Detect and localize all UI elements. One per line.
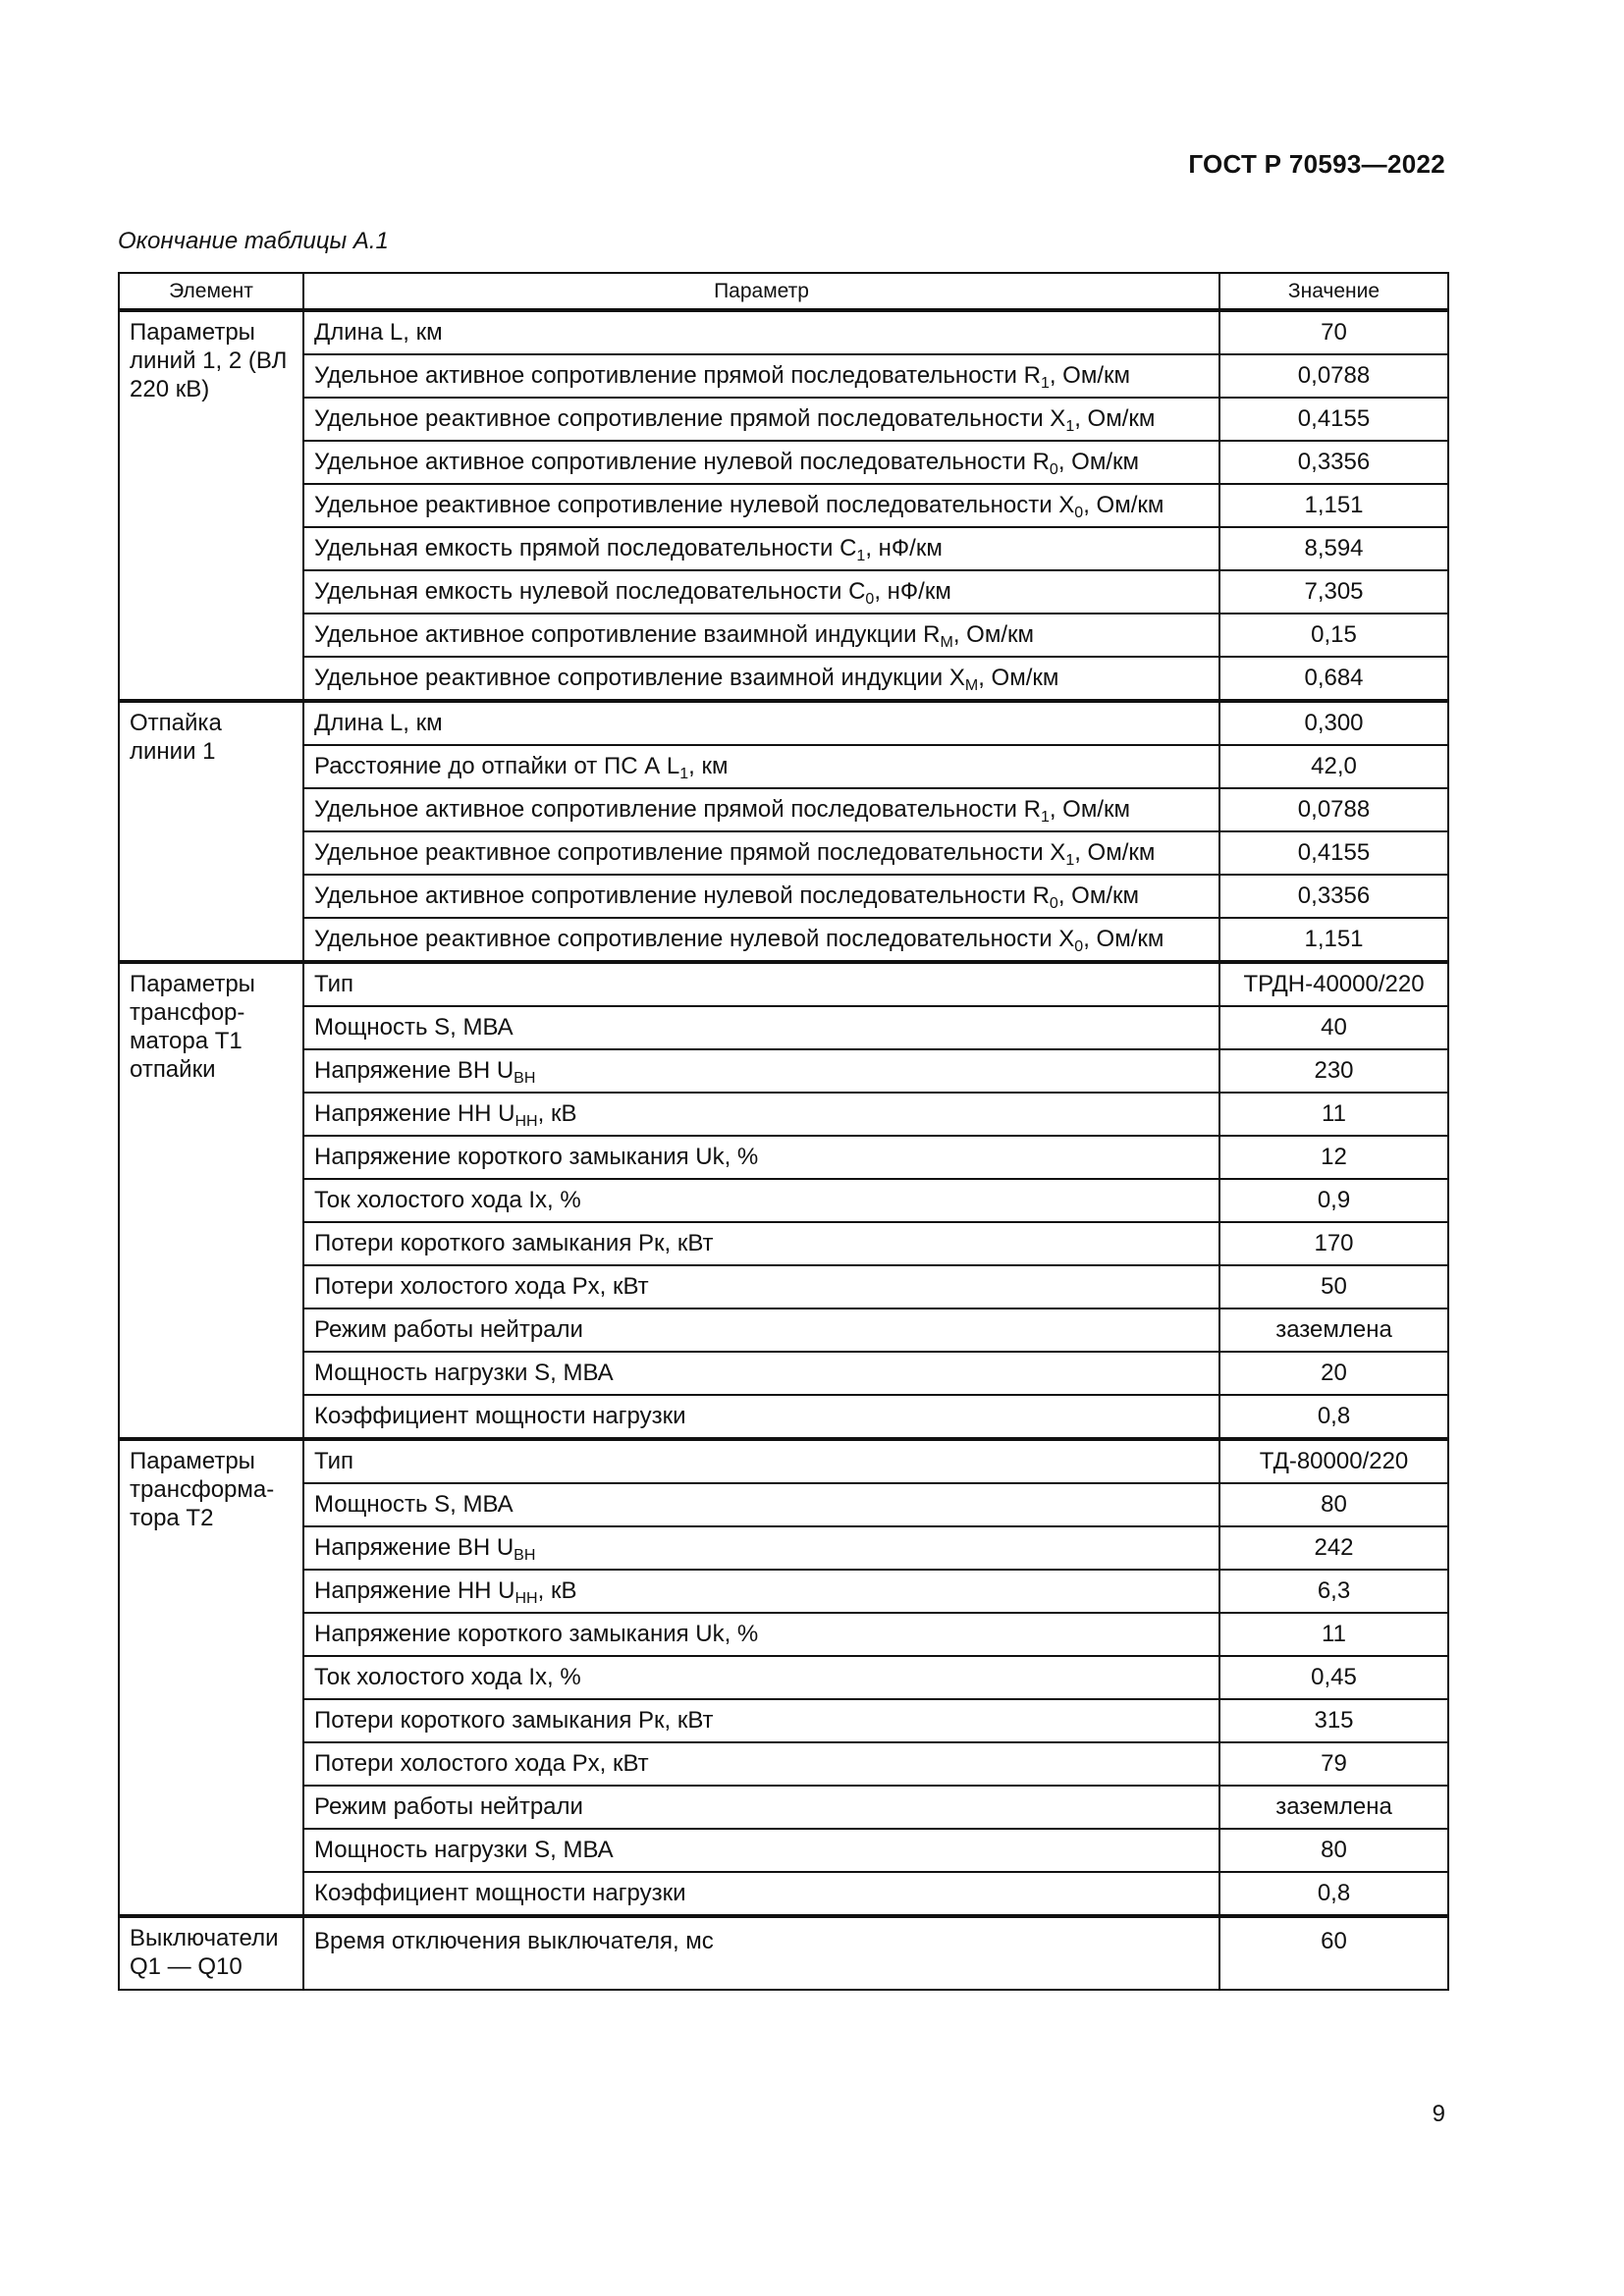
table-row [119,1006,1448,1049]
value-cell: 0,300 [1219,701,1448,745]
value-cell: 0,8 [1219,1872,1448,1916]
parameter-cell [303,1699,1219,1742]
parameter-subscript: 0 [1049,895,1058,912]
parameter-text: , Ом/км [952,621,1034,648]
value-cell: 7,305 [1219,570,1448,614]
parameter-subscript: 1 [1065,418,1075,435]
parameter-text: Мощность S, МВА [314,1014,514,1041]
parameter-subscript: M [940,634,953,651]
value-cell: заземлена [1219,1786,1448,1829]
parameter-text: Время отключения выключателя, мс [314,1928,714,1954]
table-row [119,1786,1448,1829]
table-row [119,570,1448,614]
parameter-cell [303,354,1219,398]
parameter-cell [303,1613,1219,1656]
parameter-text: Расстояние до отпайки от ПС А L [314,753,680,779]
table-row [119,831,1448,875]
table-row [119,354,1448,398]
parameter-subscript: НН [514,1113,538,1130]
parameter-cell [303,1570,1219,1613]
parameter-cell [303,310,1219,354]
parameter-text: Удельное реактивное сопротивление нулевой последовательности X [314,926,1075,952]
table-row [119,1656,1448,1699]
table-row [119,1526,1448,1570]
parameter-text: Тип [314,971,354,997]
parameter-subscript: 1 [1040,809,1050,826]
parameter-cell [303,570,1219,614]
parameter-text: Ток холостого хода Ix, % [314,1187,581,1213]
parameter-text: Мощность S, МВА [314,1491,514,1518]
value-cell: 12 [1219,1136,1448,1179]
parameter-cell [303,1136,1219,1179]
value-cell: 11 [1219,1093,1448,1136]
parameter-text: Длина L, км [314,319,443,346]
table-row [119,745,1448,788]
parameter-text: , Ом/км [1083,492,1164,518]
table-header [119,273,1448,310]
element-name-cell: Выключатели Q1 — Q10 [119,1916,303,1990]
table-row [119,701,1448,745]
document-designation: ГОСТ Р 70593—2022 [1188,149,1445,179]
value-cell: 0,0788 [1219,354,1448,398]
parameter-text: , Ом/км [1049,796,1131,823]
parameter-cell [303,745,1219,788]
parameter-text: Удельное реактивное сопротивление прямой последовательности X [314,839,1066,866]
parameter-cell [303,1439,1219,1483]
parameter-text: Удельное активное сопротивление прямой последовательности R [314,362,1041,389]
table-row [119,527,1448,570]
table-row [119,441,1448,484]
parameter-cell [303,918,1219,962]
table-row [119,1829,1448,1872]
value-cell: 1,151 [1219,484,1448,527]
parameter-text: Потери холостого хода Рх, кВт [314,1750,649,1777]
table-row [119,1179,1448,1222]
parameter-cell [303,701,1219,745]
parameter-text: Потери холостого хода Рх, кВт [314,1273,649,1300]
parameter-text: , кВ [537,1100,577,1127]
column-header-value: Значение [1219,273,1448,310]
element-name-cell: Отпайка линии 1 [119,701,303,962]
table-row [119,1136,1448,1179]
value-cell: 40 [1219,1006,1448,1049]
parameter-text: , кВ [537,1577,577,1604]
parameter-text: Удельная емкость прямой последовательности C [314,535,857,561]
parameter-text: Удельное реактивное сопротивление прямой последовательности X [314,405,1066,432]
table-row [119,398,1448,441]
parameter-cell [303,1916,1219,1990]
parameter-text: , Ом/км [1049,362,1131,389]
parameter-subscript: 0 [865,591,875,608]
value-cell: ТД-80000/220 [1219,1439,1448,1483]
parameter-subscript: 1 [1040,375,1050,392]
table-row [119,1308,1448,1352]
parameter-subscript: 1 [856,548,866,564]
value-cell: 79 [1219,1742,1448,1786]
parameter-text: , Ом/км [1083,926,1164,952]
parameter-text: Удельная емкость нулевой последовательности C [314,578,866,605]
table-row [119,657,1448,701]
value-cell: 70 [1219,310,1448,354]
value-cell: 315 [1219,1699,1448,1742]
parameter-text: Удельное активное сопротивление нулевой последовательности R [314,449,1050,475]
parameter-text: , нФ/км [865,535,943,561]
page-number: 9 [1432,2101,1445,2127]
parameter-text: Удельное активное сопротивление прямой последовательности R [314,796,1041,823]
parameter-text: Удельное активное сопротивление нулевой последовательности R [314,882,1050,909]
parameter-subscript: 1 [1065,852,1075,869]
column-header-element: Элемент [119,273,303,310]
table-row [119,1613,1448,1656]
value-cell: 42,0 [1219,745,1448,788]
value-cell: 0,9 [1219,1179,1448,1222]
table-row [119,962,1448,1006]
parameter-text: Коэффициент мощности нагрузки [314,1403,686,1429]
parameter-text: Напряжение короткого замыкания Uk, % [314,1144,759,1170]
table-row [119,1049,1448,1093]
value-cell: 0,15 [1219,614,1448,657]
value-cell: 11 [1219,1613,1448,1656]
value-cell: 0,4155 [1219,398,1448,441]
value-cell: 0,45 [1219,1656,1448,1699]
parameter-cell [303,398,1219,441]
table-row [119,788,1448,831]
parameter-subscript: 0 [1074,505,1084,521]
parameter-cell [303,1179,1219,1222]
parameter-text: , км [688,753,729,779]
column-header-parameter: Параметр [303,273,1219,310]
parameter-cell [303,1352,1219,1395]
parameter-text: , нФ/км [874,578,951,605]
parameter-text: Мощность нагрузки S, МВА [314,1837,614,1863]
parameter-text: Напряжение ВН U [314,1057,514,1084]
parameter-cell [303,962,1219,1006]
parameter-subscript: ВН [514,1070,536,1087]
parameter-text: Режим работы нейтрали [314,1793,583,1820]
parameter-cell [303,1308,1219,1352]
parameter-text: , Ом/км [978,665,1059,691]
table-row [119,1699,1448,1742]
parameter-cell [303,1049,1219,1093]
parameter-cell [303,1829,1219,1872]
parameter-cell [303,1222,1219,1265]
parameter-subscript: 0 [1049,461,1058,478]
table-row [119,1093,1448,1136]
parameter-subscript: НН [514,1590,538,1607]
element-name-cell: Параметры трансформа-тора Т2 [119,1439,303,1916]
value-cell: 80 [1219,1483,1448,1526]
value-cell: 20 [1219,1352,1448,1395]
value-cell: 0,4155 [1219,831,1448,875]
parameter-cell [303,1006,1219,1049]
element-name-cell: Параметры линий 1, 2 (ВЛ 220 кВ) [119,310,303,701]
value-cell: 230 [1219,1049,1448,1093]
value-cell: 80 [1219,1829,1448,1872]
parameter-text: Мощность нагрузки S, МВА [314,1360,614,1386]
value-cell: 170 [1219,1222,1448,1265]
parameter-text: Удельное реактивное сопротивление нулевой последовательности X [314,492,1075,518]
parameter-text: Удельное активное сопротивление взаимной индукции R [314,621,941,648]
parameter-text: , Ом/км [1074,405,1156,432]
parameter-cell [303,1872,1219,1916]
parameter-text: Удельное реактивное сопротивление взаимной индукции X [314,665,965,691]
table-row [119,1483,1448,1526]
parameters-table [118,272,1449,1991]
parameter-text: Напряжение ВН U [314,1534,514,1561]
parameter-subscript: 1 [679,766,689,782]
table-row [119,1439,1448,1483]
parameter-text: Напряжение короткого замыкания Uk, % [314,1621,759,1647]
parameter-text: Потери короткого замыкания Рк, кВт [314,1707,714,1734]
value-cell: 0,684 [1219,657,1448,701]
parameter-cell [303,875,1219,918]
parameter-cell [303,441,1219,484]
value-cell: 0,8 [1219,1395,1448,1439]
parameter-subscript: 0 [1074,938,1084,955]
parameter-text: Режим работы нейтрали [314,1316,583,1343]
value-cell: 6,3 [1219,1570,1448,1613]
value-cell: 60 [1219,1916,1448,1990]
table-body [119,310,1448,1990]
table-row [119,484,1448,527]
table-row [119,1222,1448,1265]
parameter-text: Потери короткого замыкания Рк, кВт [314,1230,714,1256]
table-caption: Окончание таблицы А.1 [118,228,389,254]
parameter-cell [303,788,1219,831]
value-cell: 0,3356 [1219,441,1448,484]
table-row [119,1570,1448,1613]
parameter-subscript: M [964,677,979,694]
table-row [119,310,1448,354]
parameter-cell [303,1395,1219,1439]
value-cell: ТРДН-40000/220 [1219,962,1448,1006]
parameter-cell [303,527,1219,570]
table-row [119,918,1448,962]
parameter-text: Ток холостого хода Ix, % [314,1664,581,1690]
value-cell: 50 [1219,1265,1448,1308]
parameter-cell [303,1786,1219,1829]
table-row [119,1742,1448,1786]
table-row [119,1395,1448,1439]
parameter-text: Напряжение НН U [314,1100,515,1127]
parameter-text: , Ом/км [1074,839,1156,866]
parameter-cell [303,1742,1219,1786]
parameter-cell [303,484,1219,527]
parameter-cell [303,1526,1219,1570]
table-row [119,1872,1448,1916]
value-cell: 0,0788 [1219,788,1448,831]
table-row [119,1916,1448,1990]
value-cell: 0,3356 [1219,875,1448,918]
parameter-cell [303,1656,1219,1699]
table-row [119,1352,1448,1395]
parameter-text: , Ом/км [1057,449,1139,475]
parameter-cell [303,1093,1219,1136]
table-row [119,614,1448,657]
parameter-cell [303,1483,1219,1526]
value-cell: 8,594 [1219,527,1448,570]
table-row [119,875,1448,918]
value-cell: 242 [1219,1526,1448,1570]
parameter-cell [303,831,1219,875]
parameter-text: Коэффициент мощности нагрузки [314,1880,686,1906]
parameter-cell [303,614,1219,657]
value-cell: 1,151 [1219,918,1448,962]
parameter-text: Длина L, км [314,710,443,736]
parameter-subscript: ВН [514,1547,536,1564]
parameter-text: Напряжение НН U [314,1577,515,1604]
parameter-cell [303,657,1219,701]
parameter-text: Тип [314,1448,354,1474]
parameter-text: , Ом/км [1057,882,1139,909]
table-row [119,1265,1448,1308]
parameter-cell [303,1265,1219,1308]
element-name-cell: Параметры трансфор-матора Т1 отпайки [119,962,303,1439]
value-cell: заземлена [1219,1308,1448,1352]
